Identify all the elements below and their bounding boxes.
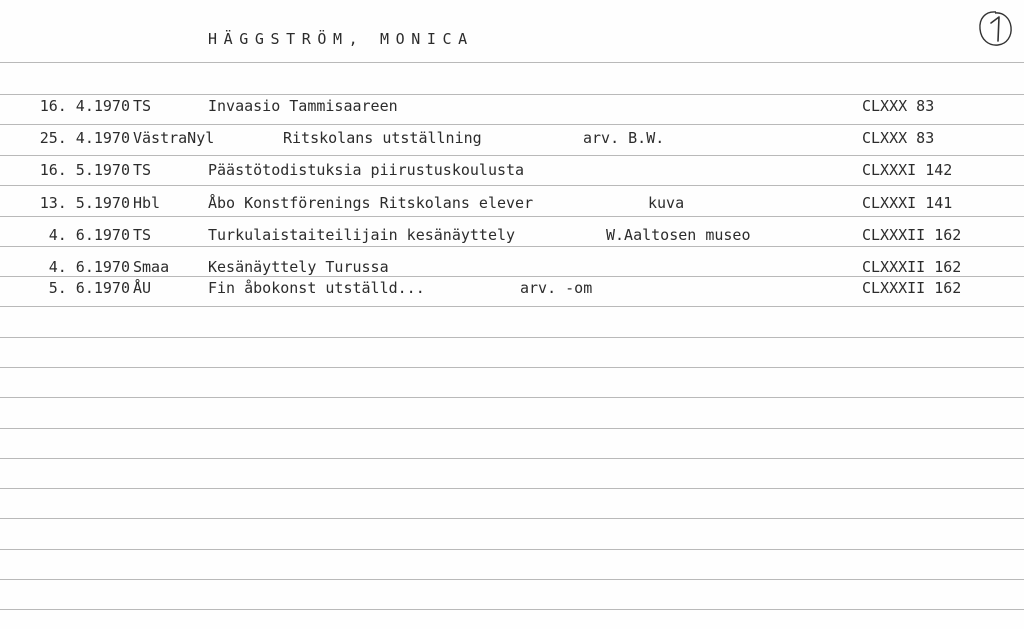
entry-reference: CLXXX 83 [862, 97, 935, 115]
entry-note: arv. -om [520, 279, 593, 297]
card-heading: HÄGGSTRÖM, MONICA [208, 30, 474, 48]
entry-title: Invaasio Tammisaareen [208, 97, 398, 115]
entry-reference: CLXXXII 162 [862, 258, 962, 276]
ruled-line [0, 306, 1024, 307]
entry-title: Päästötodistuksia piirustuskoulusta [208, 161, 525, 179]
entry-title: Turkulaistaiteilijain kesänäyttely [208, 226, 516, 244]
entry-source: TS [133, 226, 152, 244]
entry-note: W.Aaltosen museo [606, 226, 751, 244]
ruled-line [0, 518, 1024, 519]
ruled-line [0, 397, 1024, 398]
entry-date: 5. 6.1970 [48, 279, 130, 297]
entry-source: ÅU [133, 279, 152, 297]
entry-source: TS [133, 161, 152, 179]
ruled-line [0, 458, 1024, 459]
entry-date: 25. 4.1970 [39, 129, 130, 147]
entry-reference: CLXXX 83 [862, 129, 935, 147]
ruled-line [0, 337, 1024, 338]
circled-card-number [975, 9, 1015, 49]
entry-date: 4. 6.1970 [48, 226, 130, 244]
entry-source: Hbl [133, 194, 161, 212]
entry-reference: CLXXXII 162 [862, 279, 962, 297]
ruled-line [0, 428, 1024, 429]
entry-source: Smaa [133, 258, 170, 276]
entry-note: arv. B.W. [583, 129, 665, 147]
ruled-line [0, 185, 1024, 186]
ruled-line [0, 124, 1024, 125]
ruled-line [0, 549, 1024, 550]
entry-reference: CLXXXI 142 [862, 161, 953, 179]
entry-title: Ritskolans utställning [283, 129, 482, 147]
ruled-line [0, 246, 1024, 247]
entry-date: 4. 6.1970 [48, 258, 130, 276]
entry-source: VästraNyl [133, 129, 215, 147]
ruled-line [0, 609, 1024, 610]
entry-date: 13. 5.1970 [39, 194, 130, 212]
ruled-line [0, 367, 1024, 368]
entry-source: TS [133, 97, 152, 115]
entry-title: Kesänäyttely Turussa [208, 258, 389, 276]
entry-title: Åbo Konstförenings Ritskolans elever [208, 194, 534, 212]
entry-reference: CLXXXII 162 [862, 226, 962, 244]
ruled-line [0, 155, 1024, 156]
header-rule [0, 62, 1024, 63]
ruled-line [0, 216, 1024, 217]
ruled-line [0, 579, 1024, 580]
ruled-line [0, 488, 1024, 489]
entry-reference: CLXXXI 141 [862, 194, 953, 212]
entry-date: 16. 4.1970 [39, 97, 130, 115]
ruled-line [0, 276, 1024, 277]
entry-note: kuva [648, 194, 685, 212]
entry-title: Fin åbokonst utställd... [208, 279, 425, 297]
ruled-line [0, 94, 1024, 95]
entry-date: 16. 5.1970 [39, 161, 130, 179]
